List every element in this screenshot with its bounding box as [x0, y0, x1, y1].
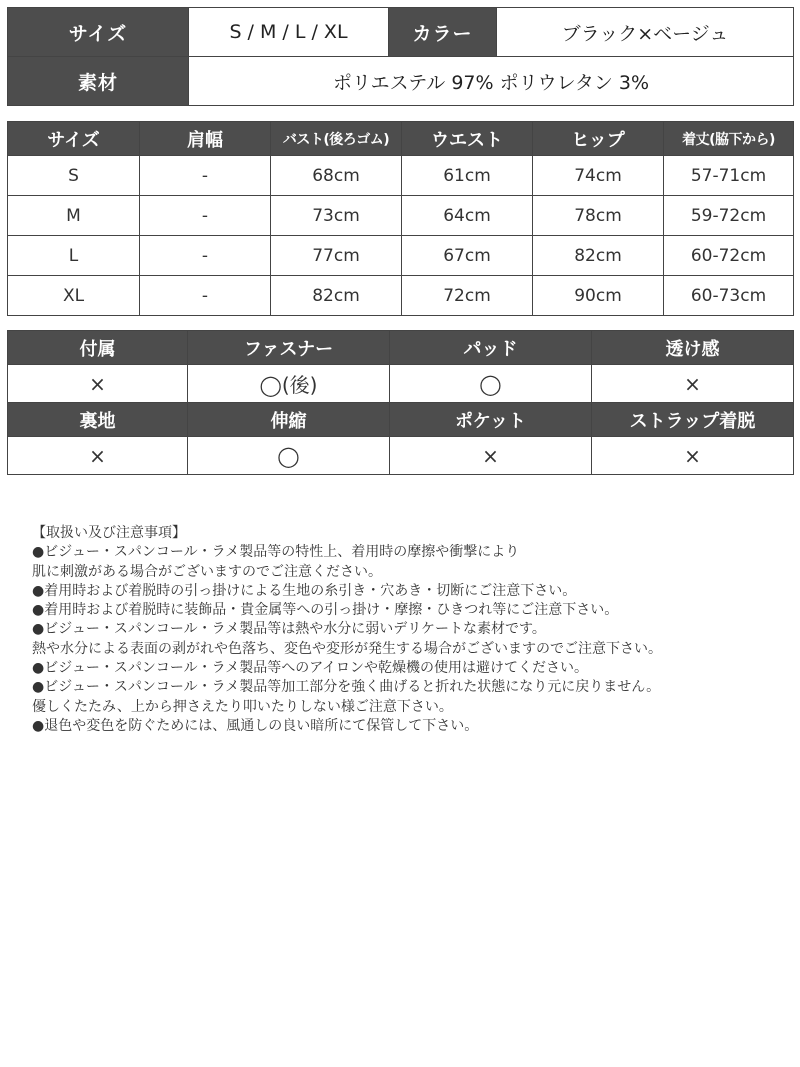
cell-size: L: [8, 236, 140, 276]
product-info-table: [7, 7, 794, 106]
cell-waist: 67cm: [402, 236, 533, 276]
note-line: 肌に刺激がある場合がございますのでご注意ください。: [32, 563, 382, 580]
cell-hip: 90cm: [533, 276, 664, 316]
header-bust: バスト(後ろゴム): [271, 122, 402, 156]
header-accessory: 付属: [8, 331, 188, 365]
cell-shoulder: -: [140, 236, 271, 276]
header-size: サイズ: [8, 122, 140, 156]
size-table-header: [8, 122, 794, 156]
header-pocket: ポケット: [390, 403, 592, 437]
info-row-material: [8, 57, 794, 106]
cell-waist: 72cm: [402, 276, 533, 316]
cell-sheerness: ×: [592, 365, 794, 403]
header-stretch: 伸縮: [188, 403, 390, 437]
spec-table: [7, 330, 794, 475]
cell-length: 60-73cm: [664, 276, 794, 316]
note-line: ●ビジュー・スパンコール・ラメ製品等は熱や水分に弱いデリケートな素材です。: [32, 621, 546, 638]
table-row: [8, 196, 794, 236]
header-shoulder: 肩幅: [140, 122, 271, 156]
cell-length: 60-72cm: [664, 236, 794, 276]
header-sheerness: 透け感: [592, 331, 794, 365]
note-line: ●ビジュー・スパンコール・ラメ製品等へのアイロンや乾燥機の使用は避けてください。: [32, 660, 588, 677]
material-value: ポリエステル 97% ポリウレタン 3%: [189, 57, 794, 106]
cell-shoulder: -: [140, 156, 271, 196]
spec-header-row-1: [8, 331, 794, 365]
cell-shoulder: -: [140, 276, 271, 316]
note-line: 熱や水分による表面の剥がれや色落ち、変色や変形が発生する場合がございますのでご注意下さい。: [32, 640, 662, 657]
cell-stretch: ◯: [188, 437, 390, 475]
table-row: [8, 236, 794, 276]
header-zipper: ファスナー: [188, 331, 390, 365]
cell-size: S: [8, 156, 140, 196]
cell-hip: 78cm: [533, 196, 664, 236]
note-line: 優しくたたみ、上から押さえたり叩いたりしない様ご注意下さい。: [32, 698, 453, 715]
info-row-size-color: [8, 8, 794, 57]
cell-strap: ×: [592, 437, 794, 475]
header-strap: ストラップ着脱: [592, 403, 794, 437]
cell-length: 57-71cm: [664, 156, 794, 196]
cell-size: M: [8, 196, 140, 236]
size-value: S / M / L / XL: [189, 8, 389, 57]
cell-bust: 68cm: [271, 156, 402, 196]
cell-size: XL: [8, 276, 140, 316]
color-value: ブラック×ベージュ: [497, 8, 794, 57]
cell-length: 59-72cm: [664, 196, 794, 236]
cell-hip: 74cm: [533, 156, 664, 196]
note-line: ●退色や変色を防ぐためには、風通しの良い暗所にて保管して下さい。: [32, 717, 479, 734]
table-row: [8, 156, 794, 196]
cell-lining: ×: [8, 437, 188, 475]
spec-value-row-1: [8, 365, 794, 403]
spec-header-row-2: [8, 403, 794, 437]
cell-pad: ◯: [390, 365, 592, 403]
cell-bust: 82cm: [271, 276, 402, 316]
cell-hip: 82cm: [533, 236, 664, 276]
cell-bust: 73cm: [271, 196, 402, 236]
table-row: [8, 276, 794, 316]
cell-bust: 77cm: [271, 236, 402, 276]
header-pad: パッド: [390, 331, 592, 365]
header-lining: 裏地: [8, 403, 188, 437]
cell-waist: 64cm: [402, 196, 533, 236]
notes-title: 【取扱い及び注意事項】: [32, 525, 186, 541]
material-label: 素材: [8, 57, 189, 106]
care-notes: [32, 524, 792, 736]
spec-value-row-2: [8, 437, 794, 475]
note-line: ●着用時および着脱時に装飾品・貴金属等への引っ掛け・摩擦・ひきつれ等にご注意下さい。: [32, 602, 619, 619]
header-waist: ウエスト: [402, 122, 533, 156]
size-table: [7, 121, 794, 316]
cell-waist: 61cm: [402, 156, 533, 196]
note-line: ●ビジュー・スパンコール・ラメ製品等加工部分を強く曲げると折れた状態になり元に戻りません。: [32, 679, 661, 696]
note-line: ●ビジュー・スパンコール・ラメ製品等の特性上、着用時の摩擦や衝撃により: [32, 544, 520, 561]
header-length: 着丈(脇下から): [664, 122, 794, 156]
color-label: カラー: [389, 8, 497, 57]
note-line: ●着用時および着脱時の引っ掛けによる生地の糸引き・穴あき・切断にご注意下さい。: [32, 582, 577, 599]
cell-zipper: ◯(後): [188, 365, 390, 403]
cell-accessory: ×: [8, 365, 188, 403]
header-hip: ヒップ: [533, 122, 664, 156]
cell-pocket: ×: [390, 437, 592, 475]
size-label: サイズ: [8, 8, 189, 57]
cell-shoulder: -: [140, 196, 271, 236]
